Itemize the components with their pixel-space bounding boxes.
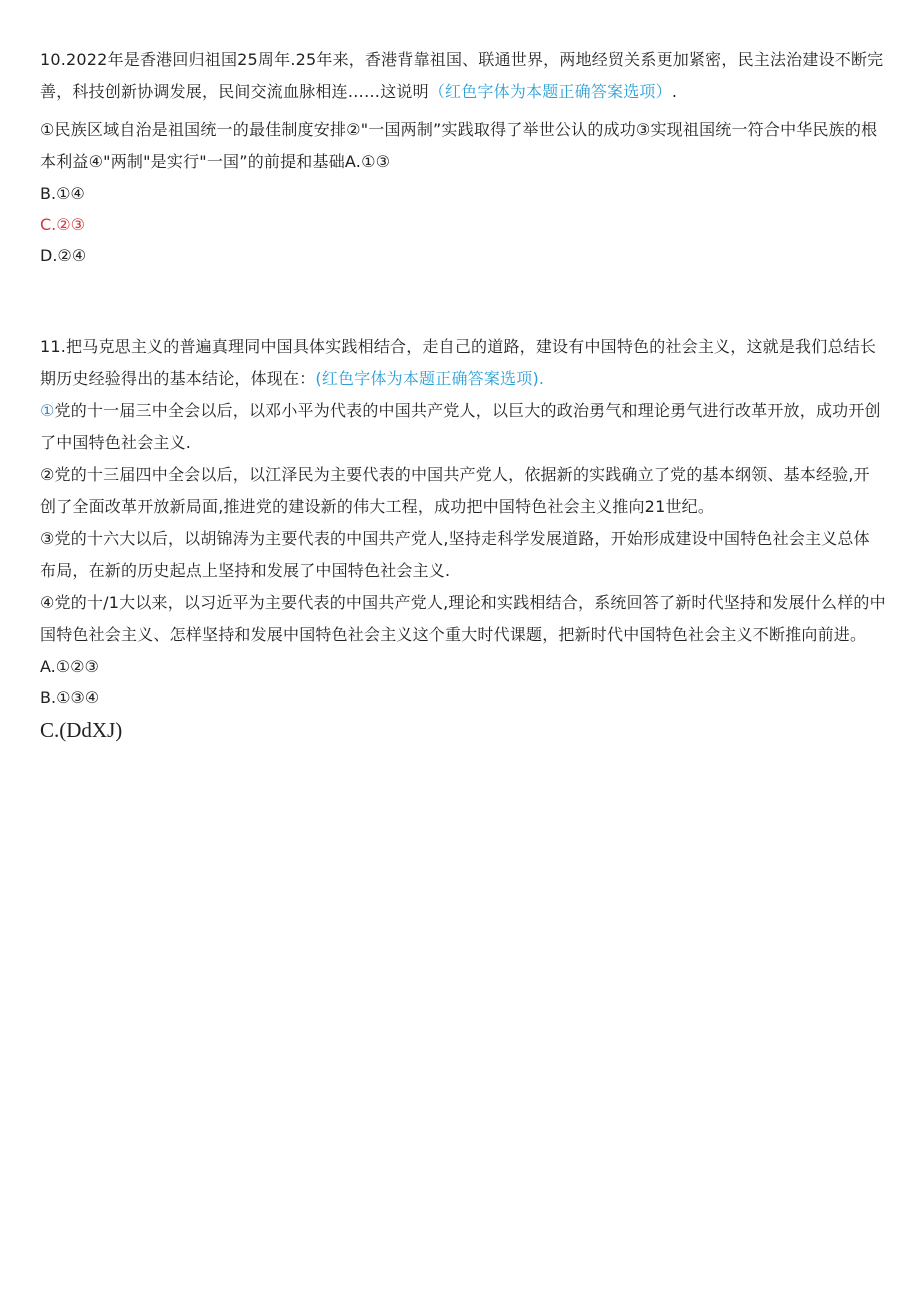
question-11-statement-2: ②党的十三届四中全会以后，以江泽民为主要代表的中国共产党人，依据新的实践确立了党的基本纲领、基本经验,开创了全面改革开放新局面,推进党的建设新的伟大工程，成功把中国特色社会主义推向21世纪。 <box>40 465 870 516</box>
question-10-stem <box>40 44 886 108</box>
question-10-stem-end: . <box>671 82 678 101</box>
question-11-statement-4: ④党的十/1大以来，以习近平为主要代表的中国共产党人,理论和实践相结合，系统回答了新时代坚持和发展什么样的中国特色社会主义、怎样坚持和发展中国特色社会主义这个重大时代课题，把新时代中国特色社会主义不断推向前进。 <box>40 593 886 644</box>
statement-1-marker: ① <box>40 401 55 420</box>
question-10-option-b: B.①④ <box>40 184 85 203</box>
question-10-hint: （红色字体为本题正确答案选项） <box>428 82 672 101</box>
question-11-stem-text: 11.把马克思主义的普遍真理同中国具体实践相结合，走自己的道路，建设有中国特色的社会主义，这就是我们总结长期历史经验得出的基本结论，体现在： <box>40 337 877 388</box>
question-10-option-a: A.①③ <box>344 152 391 171</box>
question-11-statement-1 <box>40 395 886 459</box>
question-10 <box>40 44 886 271</box>
question-10-statements-text: ①民族区域自治是祖国统一的最佳制度安排②"一国两制”实践取得了举世公认的成功③实现祖国统一符合中华民族的根本利益④"两制"是实行"一国”的前提和基础 <box>40 120 878 171</box>
question-10-option-d: D.②④ <box>40 246 87 265</box>
question-11-option-a: A.①②③ <box>40 657 99 676</box>
question-10-stem-text: 10.2022年是香港回归祖国25周年.25年来，香港背靠祖国、联通世界，两地经贸关系更加紧密，民主法治建设不断完善，科技创新协调发展，民间交流血脉相连……这说明 <box>40 50 884 101</box>
question-11 <box>40 331 886 745</box>
question-10-option-c-correct: C.②③ <box>40 215 85 234</box>
question-10-statements <box>40 114 886 178</box>
statement-1-text: 党的十一届三中全会以后，以邓小平为代表的中国共产党人，以巨大的政治勇气和理论勇气进行改革开放，成功开创了中国特色社会主义. <box>40 401 881 452</box>
document-page <box>40 44 886 745</box>
question-11-hint: (红色字体为本题正确答案选项). <box>315 369 545 388</box>
question-11-option-b: B.①③④ <box>40 688 100 707</box>
question-11-option-c: C.(DdXJ) <box>40 718 123 742</box>
question-11-stem <box>40 331 886 395</box>
question-11-statement-3: ③党的十六大以后，以胡锦涛为主要代表的中国共产党人,坚持走科学发展道路，开始形成建设中国特色社会主义总体布局，在新的历史起点上坚持和发展了中国特色社会主义. <box>40 529 870 580</box>
